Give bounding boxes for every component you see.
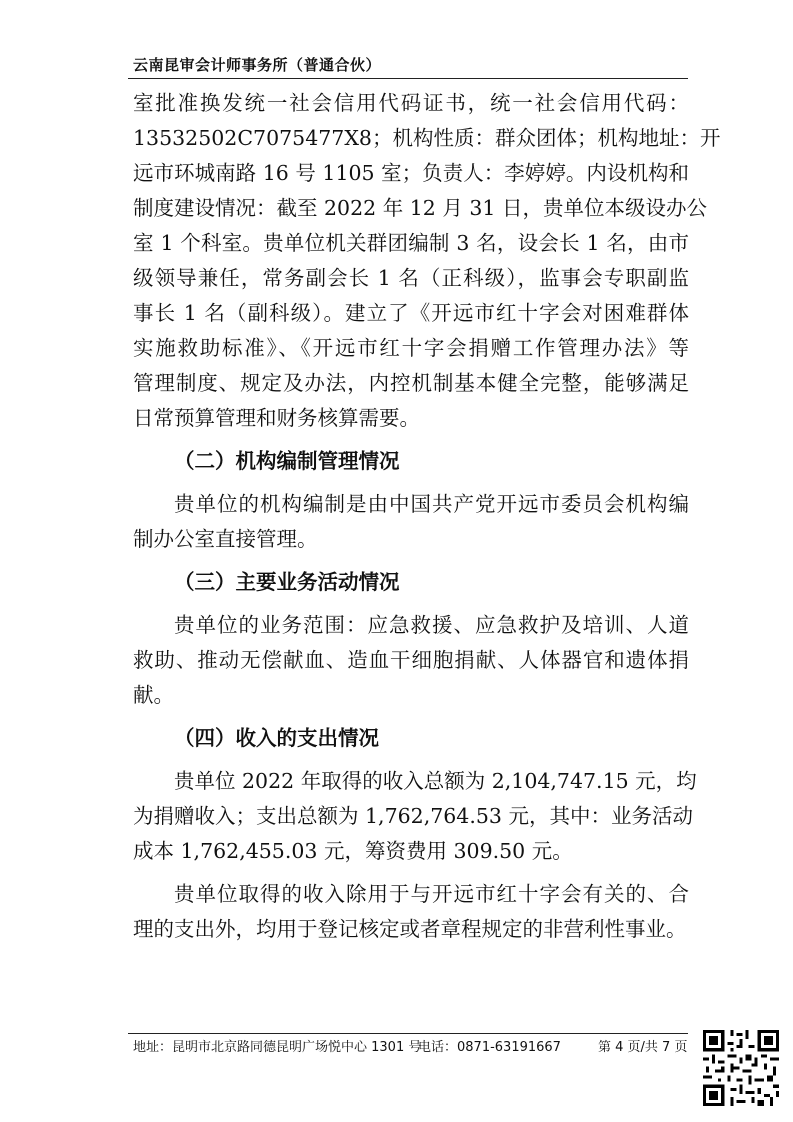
body-text-line: 贵单位的机构编制是由中国共产党开远市委员会机构编	[174, 492, 689, 516]
body-text-line: 制度建设情况：截至 2022 年 12 月 31 日，贵单位本级设办公	[133, 196, 707, 220]
body-text-line: 制办公室直接管理。	[133, 527, 318, 551]
body-text-line: 级领导兼任，常务副会长 1 名（正科级），监事会专职副监	[133, 266, 689, 290]
body-text-line: 贵单位 2022 年取得的收入总额为 2,104,747.15 元，均	[174, 769, 697, 793]
body-text-line: 理的支出外，均用于登记核定或者章程规定的非营利性事业。	[133, 917, 687, 941]
body-text-line: 远市环城南路 16 号 1105 室；负责人：李婷婷。内设机构和	[133, 161, 689, 185]
firm-name-header: 云南昆审会计师事务所（普通合伙）	[133, 56, 382, 74]
paragraph-gap	[133, 436, 689, 444]
body-text-line: 日常预算管理和财务核算需要。	[133, 406, 420, 430]
body-text-line: 救助、推动无偿献血、造血干细胞捐献、人体器官和遗体捐	[133, 648, 689, 672]
footer-address: 地址：昆明市北京路同德昆明广场悦中心 1301 号	[133, 1040, 422, 1055]
body-text-line: 13532502C7075477X8；机构性质：群众团体；机构地址：开	[133, 126, 721, 150]
paragraph-gap	[133, 479, 689, 487]
paragraph-gap	[133, 600, 689, 608]
body-text-line: 实施救助标准》、《开远市红十字会捐赠工作管理办法》等	[133, 336, 689, 360]
paragraph-gap	[133, 756, 689, 764]
body-text-line: 室批准换发统一社会信用代码证书，统一社会信用代码：	[133, 91, 689, 115]
body-text-line: 贵单位取得的收入除用于与开远市红十字会有关的、合	[174, 882, 689, 906]
section-heading: （二）机构编制管理情况	[174, 449, 400, 473]
footer-phone: 电话：0871-63191667	[418, 1040, 561, 1055]
document-body	[133, 86, 721, 947]
footer-divider	[128, 1033, 688, 1034]
body-text-line: 事长 1 名（副科级）。建立了《开远市红十字会对困难群体	[133, 301, 689, 325]
body-text-line: 室 1 个科室。贵单位机关群团编制 3 名，设会长 1 名，由市	[133, 231, 689, 255]
body-text-line: 成本 1,762,455.03 元，筹资费用 309.50 元。	[133, 839, 573, 863]
footer-page-number: 第 4 页/共 7 页	[598, 1040, 688, 1055]
paragraph-gap	[133, 713, 689, 721]
qr-code-icon	[703, 1030, 779, 1106]
body-text-line: 为捐赠收入；支出总额为 1,762,764.53 元，其中：业务活动	[133, 804, 693, 828]
body-text-line: 献。	[133, 683, 174, 707]
paragraph-gap	[133, 869, 689, 877]
section-heading: （三）主要业务活动情况	[174, 570, 400, 594]
section-heading: （四）收入的支出情况	[174, 726, 379, 750]
body-text-line: 贵单位的业务范围：应急救援、应急救护及培训、人道	[174, 613, 689, 637]
paragraph-gap	[133, 557, 689, 565]
body-text-line: 管理制度、规定及办法，内控机制基本健全完整，能够满足	[133, 371, 689, 395]
header-divider	[128, 78, 688, 79]
